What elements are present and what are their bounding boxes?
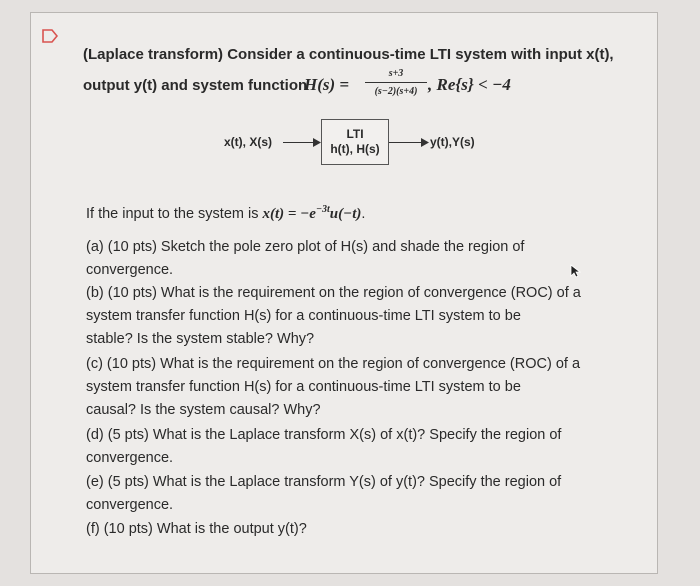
question-line: (e) (5 pts) What is the Laplace transform Y(s) of y(t)? Specify the region of: [86, 474, 562, 490]
input-signal-label: x(t), X(s): [224, 135, 272, 149]
input-exponent: −3t: [315, 204, 330, 215]
intro-line-2-prefix: output y(t) and system function: [83, 77, 308, 94]
input-arrowhead-icon: [313, 138, 321, 147]
output-arrowhead-icon: [421, 138, 429, 147]
question-line: (d) (5 pts) What is the Laplace transform X(s) of x(t)? Specify the region of: [86, 427, 562, 443]
hs-symbol: H(s) =: [304, 75, 350, 94]
roc-condition: , Re{s} < −4: [428, 75, 511, 94]
question-line: (f) (10 pts) What is the output y(t)?: [86, 521, 307, 537]
lti-block-title: LTI: [346, 127, 364, 141]
hs-numerator: s+3: [388, 68, 404, 79]
checkbox-icon[interactable]: [42, 28, 58, 44]
question-line: convergence.: [86, 262, 174, 278]
question-line: stable? Is the system stable? Why?: [86, 331, 315, 347]
mouse-cursor-icon: [570, 264, 582, 278]
question-line: system transfer function H(s) for a continuous-time LTI system to be: [86, 379, 521, 395]
input-statement-end: .: [361, 205, 366, 222]
input-step-function: u(−t): [329, 205, 362, 222]
hs-denominator: (s−2)(s+4): [374, 86, 418, 97]
lti-block-subtitle: h(t), H(s): [330, 142, 380, 156]
input-arrow: [283, 142, 315, 143]
question-line: (a) (10 pts) Sketch the pole zero plot of H(s) and shade the region of: [86, 239, 525, 255]
output-signal-label: y(t),Y(s): [430, 135, 475, 149]
question-line: convergence.: [86, 497, 174, 513]
question-line: system transfer function H(s) for a continuous-time LTI system to be: [86, 308, 521, 324]
lti-system-block: [321, 119, 389, 165]
output-arrow: [389, 142, 423, 143]
intro-line-1: (Laplace transform) Consider a continuous-time LTI system with input x(t),: [83, 46, 614, 63]
question-line: causal? Is the system causal? Why?: [86, 402, 321, 418]
input-formula: x(t) = −e: [262, 205, 316, 222]
question-line: convergence.: [86, 450, 174, 466]
input-statement: [86, 204, 365, 223]
question-line: (b) (10 pts) What is the requirement on the region of convergence (ROC) of a: [86, 285, 581, 301]
question-line: (c) (10 pts) What is the requirement on the region of convergence (ROC) of a: [86, 356, 581, 372]
fraction-bar: [365, 82, 427, 83]
input-statement-prefix: If the input to the system is: [86, 205, 263, 222]
